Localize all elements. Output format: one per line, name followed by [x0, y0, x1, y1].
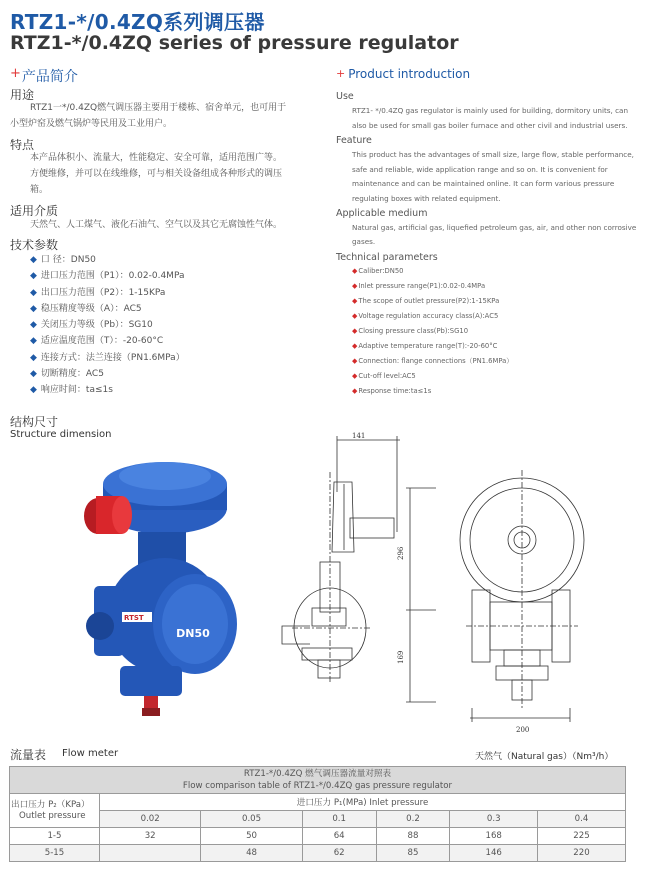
diamond-icon: ◆ [352, 342, 358, 350]
use-heading-cn: 用途 [10, 88, 35, 102]
product-photo [60, 446, 240, 724]
table-cell: 5-15 [10, 845, 100, 862]
list-item: ◆Response time:ta≤1s [352, 387, 432, 395]
feature-text-en-4: regulating boxes with related equipment. [352, 194, 501, 203]
feature-text-en-3: maintenance and can be maintained online. It can form various pressure [352, 179, 615, 188]
table-cell: 0.1 [302, 811, 376, 828]
section-title-cn: 产品简介 [21, 69, 78, 85]
table-cell: 1-5 [10, 828, 100, 845]
list-item: ◆Voltage regulation accuracy class(A):AC5 [352, 312, 499, 320]
table-cell: 50 [201, 828, 302, 845]
diamond-icon: ◆ [352, 312, 358, 320]
feature-text-cn-3: 箱。 [30, 185, 49, 195]
table-cell: 220 [538, 845, 626, 862]
table-cell: 0.3 [450, 811, 538, 828]
table-cell: 225 [538, 828, 626, 845]
list-item: ◆ 响应时间：ta≤1s [30, 385, 113, 396]
front-view-drawing [397, 470, 580, 738]
list-item: ◆Caliber:DN50 [352, 267, 404, 275]
table-cell: 48 [201, 845, 302, 862]
list-item: ◆ 出口压力范围（P2）：1-15KPa [30, 287, 166, 298]
list-item: ◆Inlet pressure range(P1):0.02-0.4MPa [352, 282, 486, 290]
feature-heading-cn: 特点 [10, 138, 35, 152]
list-item: ◆Connection: flange connections（PN1.6MPa） [352, 357, 514, 365]
table-cell [100, 845, 201, 862]
list-item: ◆ 口 径：DN50 [30, 255, 96, 265]
structure-title-en: Structure dimension [10, 429, 112, 440]
list-item: ◆Cut-off level:AC5 [352, 372, 416, 380]
diamond-icon: ◆ [352, 282, 358, 290]
diamond-icon: ◆ [30, 271, 37, 282]
list-item: ◆ 关闭压力等级（Pb）：SG10 [30, 320, 153, 331]
use-text-en-2: also be used for small gas boiler furnace and other civil and industrial users. [352, 121, 628, 130]
table-cell: 85 [376, 845, 450, 862]
list-item: ◆The scope of outlet pressure(P2):1-15KPa [352, 297, 500, 305]
dim-141: 141 [352, 432, 366, 440]
tech-heading-en: Technical parameters [336, 252, 438, 263]
side-view-drawing [262, 432, 398, 690]
list-item: ◆ 连接方式：法兰连接（PN1.6MPa） [30, 352, 185, 363]
feature-text-en-1: This product has the advantages of small size, large flow, stable performance, [352, 150, 634, 159]
feature-text-en-2: safe and reliable, wide application range and so on. It is convenient for [352, 165, 608, 174]
table-cell: 146 [450, 845, 538, 862]
brand-label: RTST [124, 614, 144, 622]
diamond-icon: ◆ [30, 336, 37, 347]
table-cell: 168 [450, 828, 538, 845]
diamond-icon: ◆ [352, 267, 358, 275]
section-heading-cn [10, 66, 78, 86]
list-item: ◆ 稳压精度等级（A）：AC5 [30, 303, 142, 314]
dim-200: 200 [516, 726, 530, 734]
list-item: ◆Closing pressure class(Pb):SG10 [352, 327, 469, 335]
title-en: RTZ1-*/0.4ZQ series of pressure regulator [10, 32, 459, 54]
table-cell: 64 [302, 828, 376, 845]
list-item: ◆ 适应温度范围（T）：-20-60°C [30, 336, 164, 347]
diamond-icon: ◆ [30, 320, 37, 331]
diamond-icon: ◆ [352, 297, 358, 305]
feature-heading-en: Feature [336, 135, 372, 146]
table-cell: 32 [100, 828, 201, 845]
dim-296: 296 [397, 546, 405, 560]
medium-heading-en: Applicable medium [336, 208, 428, 219]
feature-text-cn-2: 方便维修，并可以在线维修，可与相关设备组成各种形式的调压 [30, 169, 283, 179]
list-item: ◆Adaptive temperature range(T):-20-60°C [352, 342, 498, 350]
flow-title-en: Flow meter [62, 748, 119, 759]
use-text-en-1: RTZ1- */0.4ZQ gas regulator is mainly used for building, dormitory units, can [352, 106, 628, 115]
table-title: RTZ1-*/0.4ZQ 燃气调压器流量对照表 Flow comparison table of RTZ1-*/0.4ZQ gas pressure regulator [10, 767, 626, 794]
diamond-icon: ◆ [352, 372, 358, 380]
diamond-icon: ◆ [30, 255, 37, 265]
plus-icon: + [336, 67, 346, 80]
diamond-icon: ◆ [352, 357, 358, 365]
list-item: ◆ 切断精度：AC5 [30, 369, 104, 380]
flow-table [9, 766, 626, 862]
section-title-en: Product introduction [348, 67, 471, 81]
tech-heading-cn: 技术参数 [10, 238, 59, 252]
table-cell: 62 [302, 845, 376, 862]
table-cell: 0.05 [201, 811, 302, 828]
outlet-pressure-header: 出口压力 P₂（KPa） Outlet pressure [10, 794, 100, 828]
param-list-en [352, 264, 513, 399]
table-row [10, 845, 626, 862]
dn50-label: DN50 [176, 627, 210, 640]
diamond-icon: ◆ [30, 385, 37, 396]
medium-text-en-1: Natural gas, artificial gas, liquefied petroleum gas, air, and other non corrosive [352, 223, 637, 232]
diamond-icon: ◆ [30, 287, 37, 298]
medium-text-en-2: gases. [352, 237, 376, 246]
table-cell: 88 [376, 828, 450, 845]
use-text-cn-1: RTZ1一*/0.4ZQ燃气调压器主要用于楼栋、宿舍单元，也可用于 [30, 103, 287, 113]
inlet-pressure-header: 进口压力 P₁(MPa) Inlet pressure [100, 794, 626, 811]
diamond-icon: ◆ [30, 352, 37, 363]
medium-heading-cn: 适用介质 [10, 204, 59, 218]
flow-title-cn: 流量表 [10, 748, 47, 762]
section-heading-en [336, 67, 470, 81]
diamond-icon: ◆ [30, 303, 37, 314]
title-cn: RTZ1-*/0.4ZQ系列调压器 [10, 10, 265, 34]
structure-title-cn: 结构尺寸 [10, 415, 59, 429]
diamond-icon: ◆ [352, 387, 358, 395]
table-cell: 0.2 [376, 811, 450, 828]
list-item: ◆ 进口压力范围（P1）：0.02-0.4MPa [30, 271, 185, 282]
use-heading-en: Use [336, 91, 354, 102]
use-text-cn-2: 小型炉窑及燃气锅炉等民用及工业用户。 [10, 119, 173, 129]
flow-unit: 天然气（Natural gas）（Nm³/h） [475, 752, 614, 762]
table-row [10, 828, 626, 845]
table-cell: 0.02 [100, 811, 201, 828]
table-cell: 0.4 [538, 811, 626, 828]
medium-text-cn: 天然气、人工煤气、液化石油气、空气以及其它无腐蚀性气体。 [30, 220, 283, 230]
plus-icon: + [10, 66, 21, 81]
dim-169: 169 [397, 650, 405, 664]
diamond-icon: ◆ [352, 327, 358, 335]
param-list-cn [30, 252, 185, 399]
diamond-icon: ◆ [30, 369, 37, 380]
feature-text-cn-1: 本产品体积小、流量大，性能稳定、安全可靠，适用范围广等。 [30, 153, 283, 163]
